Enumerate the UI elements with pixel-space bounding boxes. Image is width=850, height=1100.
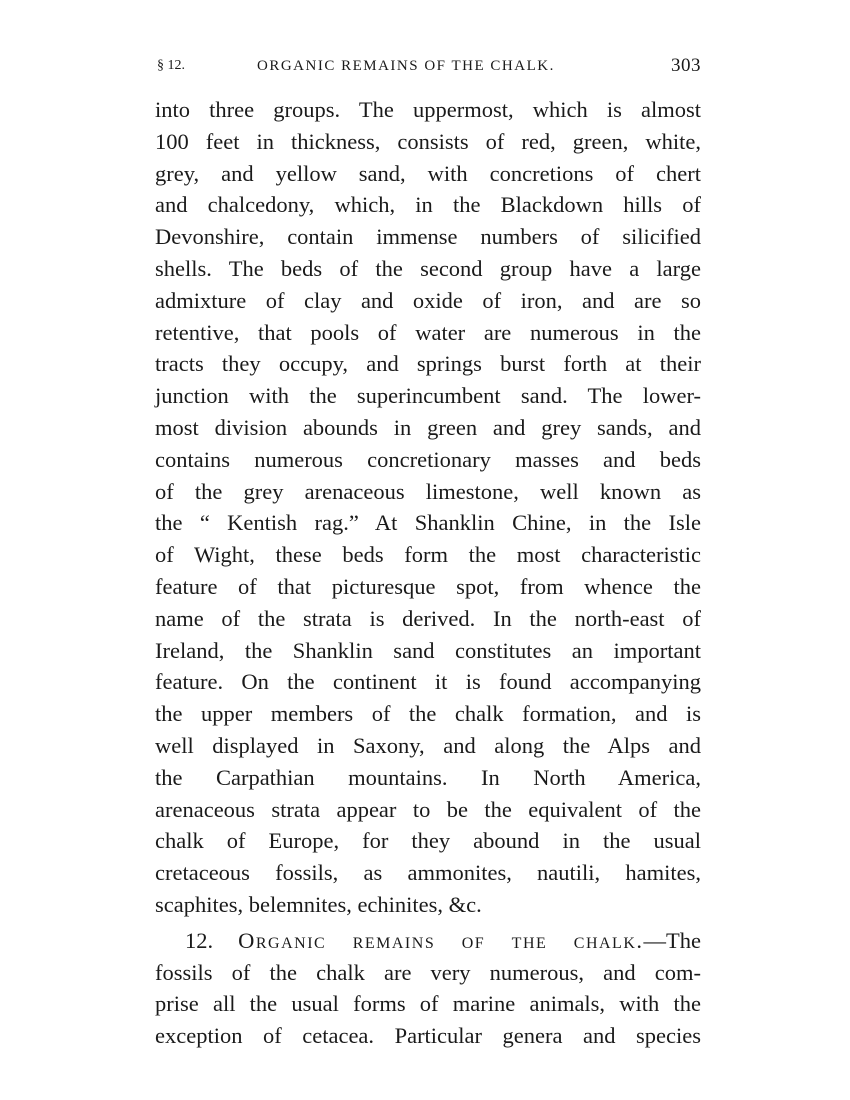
page-number: 303 — [671, 55, 701, 76]
text-line: into three groups. The uppermost, which is almost — [155, 97, 701, 122]
body-text — [155, 94, 701, 1052]
text-line: cretaceous fossils, as ammonites, nautili, hamites, — [155, 860, 701, 886]
text-line: arenaceous strata appear to be the equivalent of the — [155, 796, 701, 822]
text-line: fossils of the chalk are very numerous, and com- — [155, 959, 701, 985]
paragraph-1 — [155, 94, 701, 921]
text-line: well displayed in Saxony, and along the Alps and — [155, 732, 701, 758]
text-line: prise all the usual forms of marine animals, with the — [155, 991, 701, 1017]
section-number: § 12. — [157, 58, 185, 73]
text-line: Devonshire, contain immense numbers of silicified — [155, 224, 701, 250]
text-line: feature. On the continent it is found accompanying — [155, 669, 701, 695]
text-line: 100 feet in thickness, consists of red, green, white, — [155, 128, 701, 154]
text-line: feature of that picturesque spot, from whence the — [155, 573, 701, 599]
text-line: name of the strata is derived. In the north-east of — [155, 605, 701, 631]
text-line: contains numerous concretionary masses and beds — [155, 446, 701, 472]
book-page — [155, 52, 701, 1052]
paragraph-2 — [155, 925, 701, 1052]
text-line: shells. The beds of the second group have a large — [155, 255, 701, 281]
text-line: retentive, that pools of water are numerous in the — [155, 319, 701, 345]
text-line: of Wight, these beds form the most characteristic — [155, 542, 701, 568]
paragraph-2-first-line — [155, 925, 701, 957]
text-line: admixture of clay and oxide of iron, and are so — [155, 287, 701, 313]
text-line: grey, and yellow sand, with concretions of chert — [155, 160, 701, 186]
text-line: the Carpathian mountains. In North America, — [155, 764, 701, 790]
running-title: ORGANIC REMAINS OF THE CHALK. — [257, 58, 555, 74]
text-line: Ireland, the Shanklin sand constitutes an important — [155, 637, 701, 663]
section-heading-number: 12. — [185, 927, 214, 953]
text-line: scaphites, belemnites, echinites, &c. — [155, 891, 482, 917]
section-heading: Organic remains of the chalk. — [238, 927, 644, 953]
text-line: exception of cetacea. Particular genera and species — [155, 1023, 701, 1049]
text-line: the “ Kentish rag.” At Shanklin Chine, in the Isle — [155, 510, 701, 536]
running-head — [155, 52, 701, 80]
text-line: most division abounds in green and grey sands, and — [155, 414, 701, 440]
paragraph-2-lines — [155, 957, 701, 1052]
section-heading-dash: —The — [643, 927, 701, 953]
text-line: chalk of Europe, for they abound in the usual — [155, 828, 701, 854]
text-line: the upper members of the chalk formation, and is — [155, 701, 701, 727]
text-line: of the grey arenaceous limestone, well known as — [155, 478, 701, 504]
text-line: and chalcedony, which, in the Blackdown hills of — [155, 192, 701, 218]
text-line: tracts they occupy, and springs burst forth at their — [155, 351, 701, 377]
text-line: junction with the superincumbent sand. The lower- — [155, 383, 701, 409]
